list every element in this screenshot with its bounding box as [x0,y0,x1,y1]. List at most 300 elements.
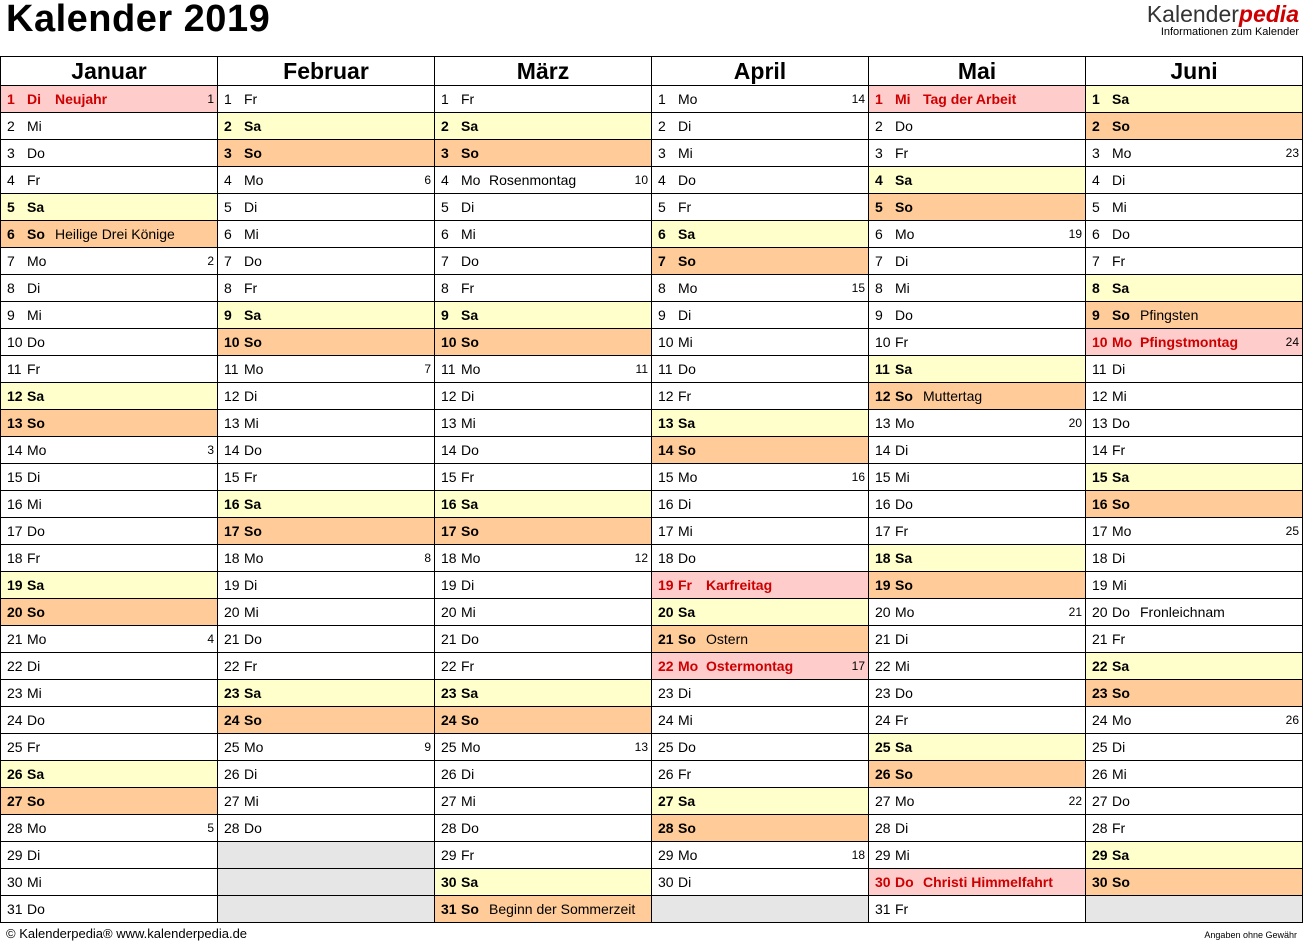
week-number: 3 [207,443,214,457]
day-number: 24 [1092,712,1108,728]
day-row [651,248,868,275]
day-row [434,302,651,329]
weekday: So [678,820,696,836]
day-number: 28 [7,820,23,836]
day-number: 29 [441,847,457,863]
day-row [1085,356,1303,383]
day-row [0,491,217,518]
weekday: Di [244,766,258,782]
weekday: Di [27,658,41,674]
day-row [868,437,1085,464]
weekday: Sa [678,793,696,809]
day-number: 3 [658,145,666,161]
day-row [868,221,1085,248]
week-number: 20 [1068,416,1082,430]
weekday: Sa [461,685,479,701]
day-number: 26 [441,766,457,782]
weekday: Di [895,442,909,458]
day-number: 15 [658,469,674,485]
weekday: Do [678,739,696,755]
week-number: 2 [207,254,214,268]
day-row [1085,167,1303,194]
weekday: Di [895,253,909,269]
day-number: 2 [224,118,232,134]
day-number: 1 [7,91,15,107]
day-number: 12 [1092,388,1108,404]
weekday: Sa [895,739,913,755]
weekday: So [461,523,479,539]
day-row [651,626,868,653]
week-number: 17 [851,659,865,673]
weekday: Fr [27,739,41,755]
week-number: 7 [424,362,431,376]
weekday: Mi [1112,577,1127,593]
day-number: 4 [441,172,449,188]
month-header: Mai [868,56,1085,86]
weekday: Di [461,766,475,782]
day-row [217,221,434,248]
weekday: Sa [895,550,913,566]
day-number: 23 [224,685,240,701]
day-row [434,599,651,626]
day-number: 11 [7,361,22,377]
day-row [868,761,1085,788]
weekday: Fr [895,901,909,917]
day-row [868,491,1085,518]
day-number: 27 [1092,793,1108,809]
weekday: Di [1112,739,1126,755]
day-number: 6 [875,226,883,242]
week-number: 13 [634,740,648,754]
day-row [1085,680,1303,707]
weekday: Di [678,874,692,890]
day-row [434,113,651,140]
weekday: So [27,226,45,242]
day-row [217,518,434,545]
day-number: 29 [875,847,891,863]
day-row [868,599,1085,626]
day-number: 14 [875,442,891,458]
day-number: 13 [441,415,457,431]
weekday: Fr [244,280,258,296]
month-header: Juni [1085,56,1303,86]
week-number: 26 [1285,713,1299,727]
weekday: Sa [895,172,913,188]
weekday: Do [461,820,479,836]
day-row [0,86,217,113]
day-number: 7 [441,253,449,269]
day-number: 16 [224,496,240,512]
day-row [651,680,868,707]
weekday: Mo [461,172,481,188]
day-row [868,518,1085,545]
weekday: Do [461,253,479,269]
logo-brand [1147,2,1299,26]
day-row [0,707,217,734]
week-number: 9 [424,740,431,754]
day-row [0,464,217,491]
holiday-label: Pfingstmontag [1140,334,1238,350]
day-number: 9 [1092,307,1100,323]
week-number: 12 [634,551,648,565]
day-number: 6 [1092,226,1100,242]
day-row [868,869,1085,896]
weekday: Mo [27,442,47,458]
day-number: 7 [1092,253,1100,269]
day-row [434,896,651,923]
weekday: Do [678,172,696,188]
day-number: 14 [224,442,240,458]
weekday: Fr [244,658,258,674]
page-title: Kalender 2019 [6,0,271,40]
week-number: 4 [207,632,214,646]
weekday: Sa [244,307,262,323]
month-column [217,56,434,925]
day-row [217,545,434,572]
weekday: Di [27,847,41,863]
day-row [434,167,651,194]
day-number: 18 [1092,550,1108,566]
day-number: 5 [224,199,232,215]
day-row [217,356,434,383]
day-row [434,248,651,275]
day-number: 27 [7,793,23,809]
weekday: Do [27,145,45,161]
day-number: 28 [224,820,240,836]
day-row [651,302,868,329]
day-row [434,491,651,518]
day-row [868,788,1085,815]
weekday: Fr [1112,442,1126,458]
weekday: Di [1112,550,1126,566]
day-row [651,383,868,410]
weekday: Sa [27,199,45,215]
weekday: Fr [461,847,475,863]
day-number: 29 [1092,847,1108,863]
day-number: 9 [875,307,883,323]
day-row [434,707,651,734]
day-number: 17 [7,523,23,539]
day-row [868,86,1085,113]
weekday: Sa [27,577,45,593]
month-column [651,56,868,925]
day-number: 28 [441,820,457,836]
weekday: Do [244,820,262,836]
day-number: 10 [875,334,891,350]
weekday: Mo [895,415,915,431]
day-row [434,410,651,437]
day-number: 9 [658,307,666,323]
day-number: 31 [875,901,891,917]
weekday: Sa [461,307,479,323]
weekday: So [1112,496,1130,512]
weekday: Mo [27,253,47,269]
day-number: 18 [441,550,457,566]
day-row [217,194,434,221]
day-row [217,626,434,653]
weekday: So [895,388,913,404]
day-row [0,788,217,815]
day-row [434,221,651,248]
day-number: 13 [875,415,891,431]
weekday: Sa [27,388,45,404]
day-number: 27 [224,793,240,809]
weekday: Sa [1112,847,1130,863]
day-row [1085,248,1303,275]
weekday: So [1112,685,1130,701]
day-row [0,518,217,545]
day-row [651,113,868,140]
day-number: 21 [224,631,240,647]
weekday: Mi [27,118,42,134]
logo-brand-accent: pedia [1238,1,1299,27]
day-number: 16 [7,496,23,512]
weekday: Fr [678,199,692,215]
weekday: Fr [678,388,692,404]
day-row [651,491,868,518]
day-number: 16 [875,496,891,512]
day-row [0,275,217,302]
weekday: Sa [244,685,262,701]
week-number: 8 [424,551,431,565]
day-row [434,680,651,707]
day-number: 29 [7,847,23,863]
day-number: 16 [441,496,457,512]
holiday-label: Pfingsten [1140,307,1199,323]
weekday: Mi [461,226,476,242]
day-number: 13 [7,415,23,431]
holiday-label: Tag der Arbeit [923,91,1017,107]
day-row [0,329,217,356]
day-number: 21 [658,631,674,647]
day-row [868,194,1085,221]
day-row [1085,221,1303,248]
weekday: Di [678,496,692,512]
holiday-label: Ostermontag [706,658,794,674]
day-number: 11 [1092,361,1107,377]
weekday: Sa [461,496,479,512]
day-row [1085,815,1303,842]
weekday: Sa [1112,469,1130,485]
day-number: 8 [224,280,232,296]
weekday: Do [461,442,479,458]
weekday: Mi [895,469,910,485]
week-number: 23 [1285,146,1299,160]
day-row [0,896,217,923]
day-number: 30 [7,874,23,890]
day-number: 15 [7,469,23,485]
weekday: Mo [244,550,264,566]
day-number: 21 [441,631,457,647]
day-row [217,86,434,113]
day-number: 13 [224,415,240,431]
weekday: So [461,901,479,917]
day-row [868,248,1085,275]
weekday: Fr [244,469,258,485]
day-number: 6 [7,226,15,242]
day-row [1085,599,1303,626]
day-row [434,518,651,545]
day-row [0,626,217,653]
day-number: 20 [224,604,240,620]
day-number: 21 [7,631,23,647]
empty-day-cell [217,842,434,869]
month-column [1085,56,1303,925]
day-row [868,464,1085,491]
day-row [651,437,868,464]
weekday: Do [1112,226,1130,242]
day-row [1085,626,1303,653]
day-number: 6 [224,226,232,242]
day-row [434,194,651,221]
weekday: Do [895,685,913,701]
weekday: Mo [1112,145,1132,161]
holiday-label: Ostern [706,631,749,647]
day-number: 4 [1092,172,1100,188]
day-number: 19 [875,577,891,593]
day-number: 8 [1092,280,1100,296]
weekday: Fr [895,523,909,539]
weekday: Mo [678,658,699,674]
day-number: 3 [1092,145,1100,161]
day-row [651,545,868,572]
weekday: Mi [461,793,476,809]
day-row [868,329,1085,356]
weekday: So [27,604,45,620]
day-row [217,437,434,464]
day-number: 7 [7,253,15,269]
day-number: 2 [441,118,449,134]
weekday: So [678,253,696,269]
day-row [1085,572,1303,599]
day-row [1085,437,1303,464]
day-number: 22 [658,658,674,674]
footer-copyright: © Kalenderpedia® www.kalenderpedia.de [6,926,248,941]
weekday: Do [461,631,479,647]
weekday: Di [244,577,258,593]
day-row [0,302,217,329]
day-row [434,329,651,356]
weekday: Mo [678,280,698,296]
day-number: 25 [441,739,457,755]
day-row [434,464,651,491]
day-number: 1 [875,91,883,107]
day-number: 26 [224,766,240,782]
day-number: 23 [658,685,674,701]
day-row [651,140,868,167]
day-row [651,329,868,356]
weekday: Mo [461,550,481,566]
day-number: 28 [1092,820,1108,836]
weekday: Fr [1112,631,1126,647]
day-number: 10 [1092,334,1108,350]
day-row [1085,761,1303,788]
day-row [0,140,217,167]
day-row [434,437,651,464]
day-number: 14 [7,442,23,458]
day-number: 6 [441,226,449,242]
day-row [217,815,434,842]
week-number: 25 [1285,524,1299,538]
weekday: Sa [244,496,262,512]
weekday: Mi [1112,766,1127,782]
weekday: Mo [244,172,264,188]
day-row [217,653,434,680]
kalenderpedia-logo [1147,2,1299,38]
day-number: 3 [441,145,449,161]
weekday: Sa [678,604,696,620]
weekday: Mi [678,334,693,350]
day-row [217,761,434,788]
day-number: 22 [441,658,457,674]
weekday: Do [895,307,913,323]
day-row [0,869,217,896]
day-number: 12 [875,388,891,404]
weekday: Di [461,388,475,404]
weekday: Di [27,469,41,485]
weekday: Fr [678,766,692,782]
empty-day-cell [217,896,434,923]
weekday: Fr [678,577,692,593]
day-row [868,680,1085,707]
day-row [217,248,434,275]
day-number: 9 [224,307,232,323]
day-row [1085,653,1303,680]
weekday: Fr [1112,253,1126,269]
day-number: 24 [224,712,240,728]
day-number: 1 [441,91,449,107]
day-row [0,815,217,842]
day-number: 30 [1092,874,1108,890]
weekday: Mo [461,739,481,755]
weekday: Mi [678,712,693,728]
day-row [651,788,868,815]
day-number: 23 [1092,685,1108,701]
day-number: 8 [658,280,666,296]
day-number: 18 [7,550,23,566]
day-row [651,86,868,113]
day-number: 17 [441,523,457,539]
holiday-label: Neujahr [55,91,108,107]
weekday: Do [27,523,45,539]
day-number: 16 [658,496,674,512]
week-number: 14 [851,92,865,106]
weekday: So [1112,874,1130,890]
week-number: 18 [851,848,865,862]
day-number: 28 [658,820,674,836]
day-row [0,545,217,572]
week-number: 6 [424,173,431,187]
week-number: 15 [851,281,865,295]
holiday-label: Fronleichnam [1140,604,1225,620]
day-row [651,167,868,194]
day-row [217,599,434,626]
day-row [868,167,1085,194]
day-row [651,194,868,221]
day-row [868,275,1085,302]
day-row [868,356,1085,383]
day-row [217,140,434,167]
day-number: 22 [7,658,23,674]
weekday: So [244,712,262,728]
week-number: 16 [851,470,865,484]
day-number: 7 [875,253,883,269]
day-number: 18 [658,550,674,566]
day-number: 17 [658,523,674,539]
month-header: Februar [217,56,434,86]
day-row [868,896,1085,923]
weekday: Mo [244,739,264,755]
